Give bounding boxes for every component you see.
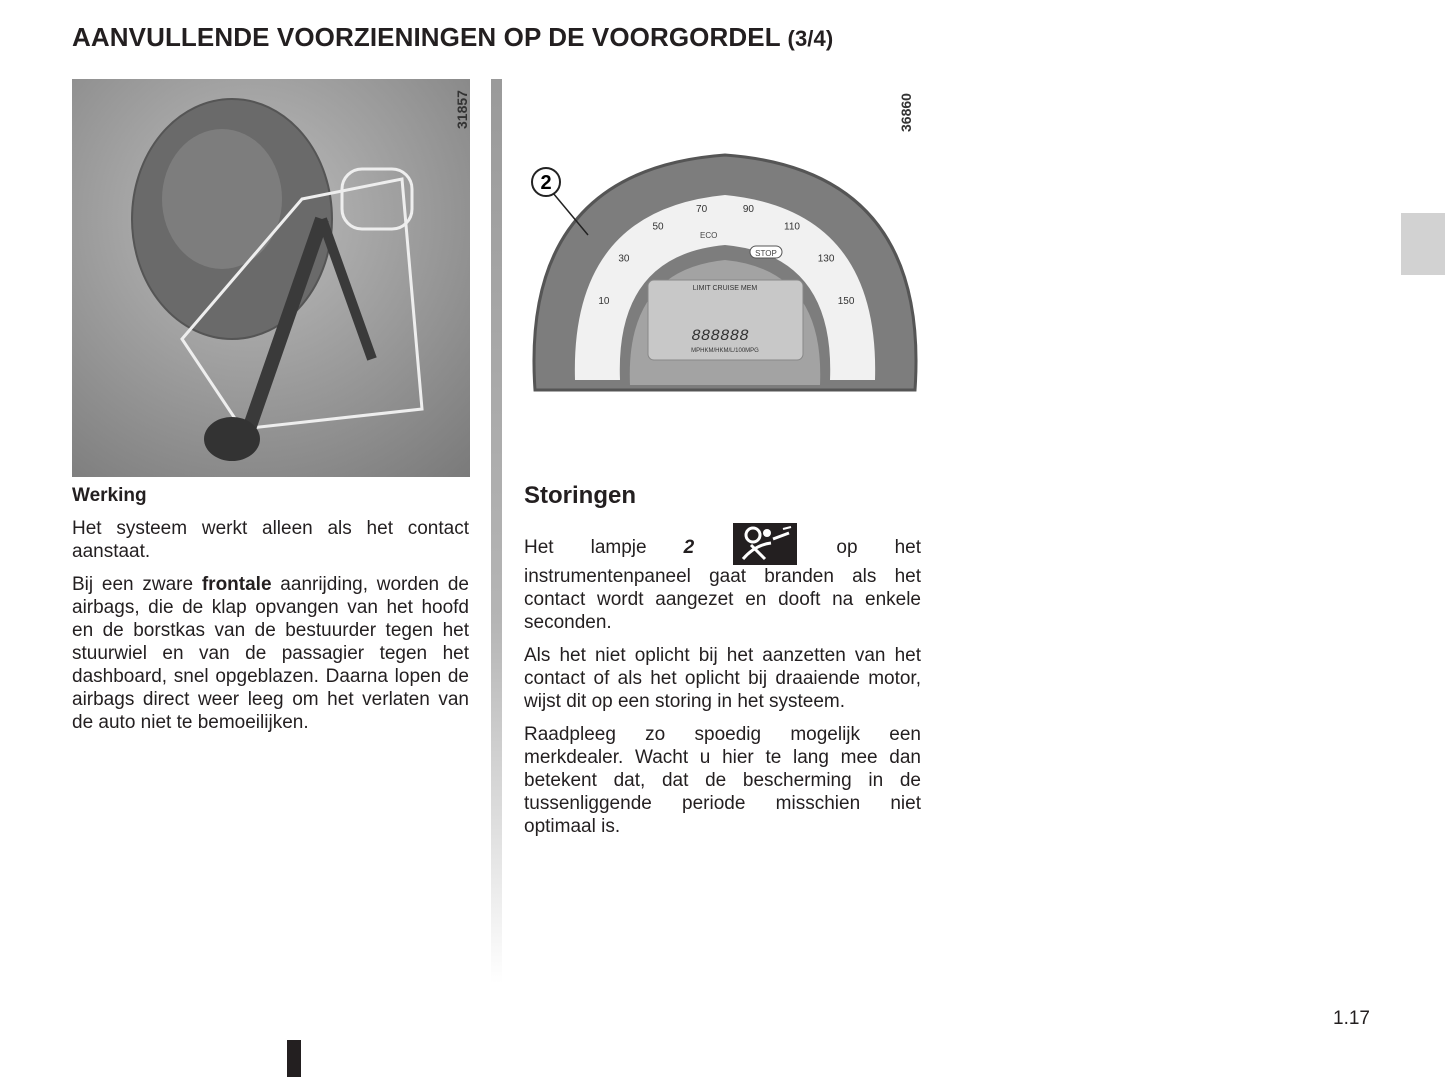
page-title <box>72 22 833 53</box>
display-label-limit: LIMIT CRUISE MEM <box>692 285 758 292</box>
display-label-odo: 888888 <box>691 327 749 345</box>
airbag-seat-image <box>72 79 470 477</box>
right-column <box>524 484 921 848</box>
paragraph <box>524 523 921 634</box>
text: Bij een zware <box>72 574 202 595</box>
speed-label: 30 <box>618 253 630 265</box>
column-divider <box>491 79 502 984</box>
speed-label: 70 <box>696 204 708 216</box>
figure-number: 31857 <box>454 90 470 129</box>
airbag-warning-icon <box>733 523 797 565</box>
lamp-number: 2 <box>683 537 695 558</box>
text: aanrijding, worden de airbags, die de klap opvangen van het hoofd en de borstkas van de bestuurder tegen het stuurwiel en van de passagier tegen het dashboard, snel opgeblazen. Daarna lopen de airbags direct weer leeg om het verlaten van de auto niet te bemoeilijken. <box>72 574 469 733</box>
speed-label: 130 <box>817 253 835 265</box>
dashboard-image <box>520 80 930 410</box>
speed-label: 150 <box>837 295 855 307</box>
text: Het lampje <box>524 537 684 558</box>
section-heading-storingen: Storingen <box>524 482 636 509</box>
figure-number: 36860 <box>898 93 914 132</box>
speed-label: 50 <box>652 221 664 233</box>
airbag-illustration <box>72 79 470 477</box>
speed-label: 10 <box>598 295 610 307</box>
paragraph <box>72 573 469 734</box>
title-part: (3/4) <box>787 26 834 51</box>
display-label-eco: ECO <box>700 231 718 240</box>
speed-label: 90 <box>742 204 754 216</box>
display-label-stop: STOP <box>755 249 777 258</box>
callout-number: 2 <box>540 172 552 194</box>
section-heading-werking: Werking <box>72 485 147 506</box>
paragraph: Het systeem werkt alleen als het contact aanstaat. <box>72 518 469 562</box>
chapter-tab <box>1401 213 1445 275</box>
left-column <box>72 484 469 744</box>
page-number: 1.17 <box>1333 1008 1370 1029</box>
paragraph: Raadpleeg zo spoedig mogelijk een merkdealer. Wacht u hier te lang mee dan betekent dat, dat de bescherming in de tussenliggende periode misschien niet optimaal is. <box>524 724 921 837</box>
paragraph: Als het niet oplicht bij het aanzetten van het contact of als het oplicht bij draaiende motor, wijst dit op een storing in het systeem. <box>524 645 921 712</box>
display-label-units: MPHKM/HKM/L/100MPG <box>691 348 759 354</box>
print-mark <box>287 1040 301 1077</box>
title-text: AANVULLENDE VOORZIENINGEN OP DE VOORGORDEL <box>72 22 781 52</box>
bold-text: frontale <box>201 574 272 595</box>
speed-label: 110 <box>784 221 800 233</box>
instrument-panel-illustration <box>520 80 930 410</box>
text: op het instrumentenpaneel gaat branden als het contact wordt aangezet en dooft na enkele seconden. <box>524 537 922 633</box>
